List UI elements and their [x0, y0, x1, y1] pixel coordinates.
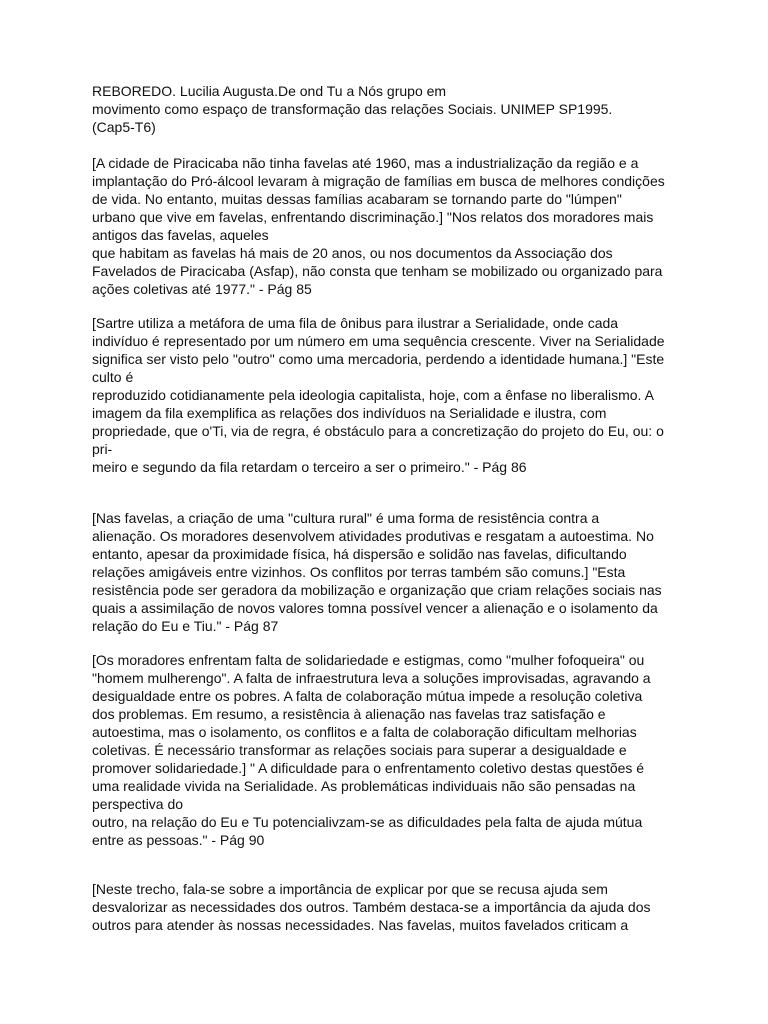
text-line: promover solidariedade.] " A dificuldade para o enfrentamento coletivo destas questões é [92, 760, 645, 776]
text-line: urbano que vive em favelas, enfrentando discriminação.] "Nos relatos dos moradores mais [92, 209, 654, 225]
text-line: que habitam as favelas há mais de 20 anos, ou nos documentos da Associação dos [92, 245, 613, 261]
text-line: indivíduo é representado por um número em uma sequência crescente. Viver na Serialidade [92, 333, 665, 349]
text-line: entanto, apesar da proximidade física, há dispersão e solidão nas favelas, dificultando [92, 546, 627, 562]
text-line: coletivas. É necessário transformar as relações sociais para superar a desigualdade e [92, 742, 627, 758]
citation-paragraph [92, 82, 712, 136]
text-line: outros para atender às nossas necessidades. Nas favelas, muitos favelados criticam a [92, 917, 629, 933]
text-line: autoestima, mas o isolamento, os conflitos e a falta de colaboração dificultam melhorias [92, 724, 637, 740]
text-line: movimento como espaço de transformação das relações Sociais. UNIMEP SP1995. [92, 101, 613, 117]
text-line: desigualdade entre os pobres. A falta de colaboração mútua impede a resolução coletiva [92, 688, 643, 704]
text-line: "homem mulherengo". A falta de infraestrutura leva a soluções improvisadas, agravando a [92, 670, 651, 686]
final-paragraph [92, 880, 712, 934]
quote-paragraph-pag-90 [92, 651, 712, 849]
text-line: [A cidade de Piracicaba não tinha favelas até 1960, mas a industrialização da região e a [92, 155, 639, 171]
text-line: alienação. Os moradores desenvolvem atividades produtivas e resgatam a autoestima. No [92, 528, 654, 544]
text-line: propriedade, que o'Ti, via de regra, é obstáculo para a concretização do projeto do Eu, ou: o [92, 423, 664, 439]
text-line: entre as pessoas." - Pág 90 [92, 832, 265, 848]
text-line: de vida. No entanto, muitas dessas famílias acabaram se tornando parte do "lúmpen" [92, 191, 622, 207]
text-line: ações coletivas até 1977." - Pág 85 [92, 281, 312, 297]
text-line: Favelados de Piracicaba (Asfap), não consta que tenham se mobilizado ou organizado para [92, 263, 663, 279]
text-line: significa ser visto pelo "outro" como uma mercadoria, perdendo a identidade humana.] "Este [92, 351, 665, 367]
quote-paragraph-pag-87 [92, 509, 712, 635]
quote-paragraph-pag-85 [92, 154, 712, 298]
text-line: [Os moradores enfrentam falta de solidariedade e estigmas, como "mulher fofoqueira" ou [92, 652, 645, 668]
text-line: culto é [92, 369, 134, 385]
text-line: [Sartre utiliza a metáfora de uma fila de ônibus para ilustrar a Serialidade, onde cada [92, 315, 619, 331]
text-line: uma realidade vivida na Serialidade. As problemáticas individuais não são pensadas na [92, 778, 636, 794]
text-line: (Cap5-T6) [92, 119, 156, 135]
text-line: relação do Eu e Tiu." - Pág 87 [92, 618, 279, 634]
text-line: [Nas favelas, a criação de uma "cultura rural" é uma forma de resistência contra a [92, 510, 600, 526]
text-line: REBOREDO. Lucilia Augusta.De ond Tu a Nós grupo em [92, 83, 447, 99]
text-line: pri- [92, 441, 113, 457]
text-line: meiro e segundo da fila retardam o terceiro a ser o primeiro." - Pág 86 [92, 459, 527, 475]
text-line: reproduzido cotidianamente pela ideologia capitalista, hoje, com a ênfase no liberalismo. A [92, 387, 654, 403]
text-line: imagem da fila exemplifica as relações dos indivíduos na Serialidade e ilustra, com [92, 405, 607, 421]
text-line: resistência pode ser geradora da mobilização e organização que criam relações sociais nas [92, 582, 662, 598]
text-line: antigos das favelas, aqueles [92, 227, 269, 243]
text-line: [Neste trecho, fala-se sobre a importância de explicar por que se recusa ajuda sem [92, 881, 608, 897]
text-line: implantação do Pró-álcool levaram à migração de famílias em busca de melhores condições [92, 173, 665, 189]
text-line: dos problemas. Em resumo, a resistência à alienação nas favelas traz satisfação e [92, 706, 606, 722]
text-line: desvalorizar as necessidades dos outros. Também destaca-se a importância da ajuda dos [92, 899, 651, 915]
text-line: outro, na relação do Eu e Tu potencialivzam-se as dificuldades pela falta de ajuda mútua [92, 814, 643, 830]
text-line: relações amigáveis entre vizinhos. Os conflitos por terras também são comuns.] "Esta [92, 564, 626, 580]
text-line: quais a assimilação de novos valores tomna possível vencer a alienação e o isolamento da [92, 600, 658, 616]
quote-paragraph-pag-86 [92, 314, 712, 476]
text-line: perspectiva do [92, 796, 184, 812]
